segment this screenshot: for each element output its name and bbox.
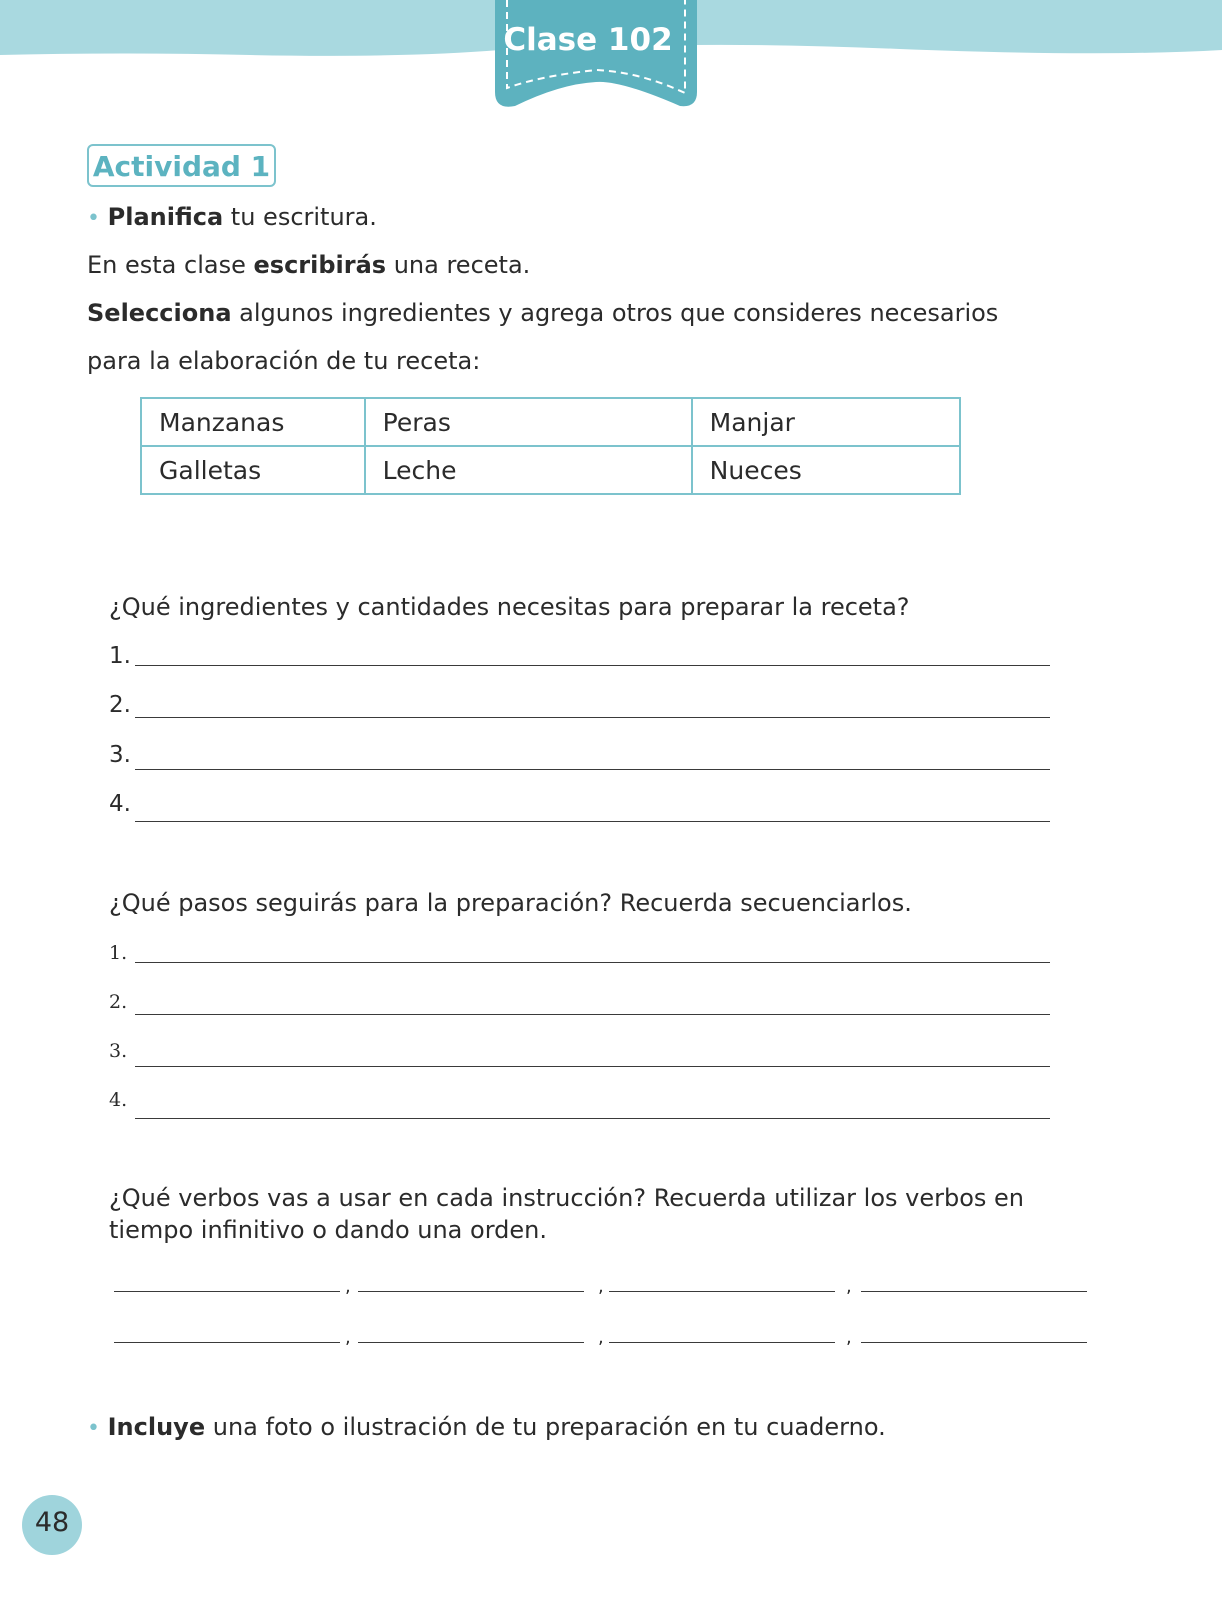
verb-blank[interactable] <box>114 1342 340 1343</box>
comma-separator: , <box>598 1327 604 1348</box>
intro-line-2 <box>87 249 530 281</box>
answer-number: 1. <box>109 942 128 964</box>
comma-separator: , <box>345 1276 351 1297</box>
intro-line-3 <box>87 297 998 329</box>
answer-line[interactable] <box>135 769 1050 770</box>
verb-blank[interactable] <box>358 1342 584 1343</box>
verb-blank[interactable] <box>609 1342 835 1343</box>
ingredient-cell: Manjar <box>692 398 960 446</box>
comma-separator: , <box>846 1327 852 1348</box>
answer-number: 4. <box>109 791 131 817</box>
ingredient-cell: Nueces <box>692 446 960 494</box>
intro-line-4: para la elaboración de tu receta: <box>87 347 481 375</box>
answer-number: 3. <box>109 742 131 768</box>
answer-line[interactable] <box>135 665 1050 666</box>
answer-number: 2. <box>109 692 131 718</box>
page-number: 48 <box>34 1507 70 1538</box>
question-verbs-line1: ¿Qué verbos vas a usar en cada instrucción? Recuerda utilizar los verbos en <box>109 1184 1025 1212</box>
ingredients-table <box>140 397 961 495</box>
comma-separator: , <box>846 1276 852 1297</box>
answer-line[interactable] <box>135 1118 1050 1119</box>
answer-number: 2. <box>109 991 128 1013</box>
answer-number: 3. <box>109 1040 128 1062</box>
instruction-include <box>87 1411 886 1445</box>
instruction-plan-rest: tu escritura. <box>223 203 377 231</box>
verb-blank[interactable] <box>609 1291 835 1292</box>
intro-line-2-pre: En esta clase <box>87 251 254 279</box>
answer-line[interactable] <box>135 1066 1050 1067</box>
instruction-plan-bold: Planifica <box>107 203 224 231</box>
intro-line-3-rest: algunos ingredientes y agrega otros que consideres necesarios <box>231 299 999 327</box>
table-row <box>141 446 960 494</box>
question-ingredients: ¿Qué ingredientes y cantidades necesitas para preparar la receta? <box>109 593 910 621</box>
comma-separator: , <box>345 1327 351 1348</box>
verb-blank[interactable] <box>358 1291 584 1292</box>
ingredient-cell: Leche <box>365 446 692 494</box>
answer-line[interactable] <box>135 1014 1050 1015</box>
instruction-include-bold: Incluye <box>107 1413 206 1441</box>
intro-line-2-post: una receta. <box>386 251 531 279</box>
intro-line-2-bold: escribirás <box>253 251 387 279</box>
answer-line[interactable] <box>135 717 1050 718</box>
answer-line[interactable] <box>135 821 1050 822</box>
instruction-plan <box>87 201 377 235</box>
verb-blank[interactable] <box>861 1342 1087 1343</box>
answer-number: 1. <box>109 643 131 669</box>
class-title: Clase 102 <box>503 22 673 58</box>
ingredient-cell: Manzanas <box>141 398 365 446</box>
table-row <box>141 398 960 446</box>
ingredient-cell: Peras <box>365 398 692 446</box>
answer-number: 4. <box>109 1089 128 1111</box>
question-verbs-line2: tiempo infinitivo o dando una orden. <box>109 1216 547 1244</box>
bullet-icon: • <box>87 1416 100 1441</box>
answer-line[interactable] <box>135 962 1050 963</box>
verb-blank[interactable] <box>861 1291 1087 1292</box>
ingredient-cell: Galletas <box>141 446 365 494</box>
intro-line-3-bold: Selecciona <box>87 299 232 327</box>
question-steps: ¿Qué pasos seguirás para la preparación? Recuerda secuenciarlos. <box>109 889 912 917</box>
verb-blank[interactable] <box>114 1291 340 1292</box>
comma-separator: , <box>598 1276 604 1297</box>
instruction-include-rest: una foto o ilustración de tu preparación en tu cuaderno. <box>205 1413 886 1441</box>
bullet-icon: • <box>87 206 100 231</box>
activity-title: Actividad 1 <box>92 150 271 183</box>
